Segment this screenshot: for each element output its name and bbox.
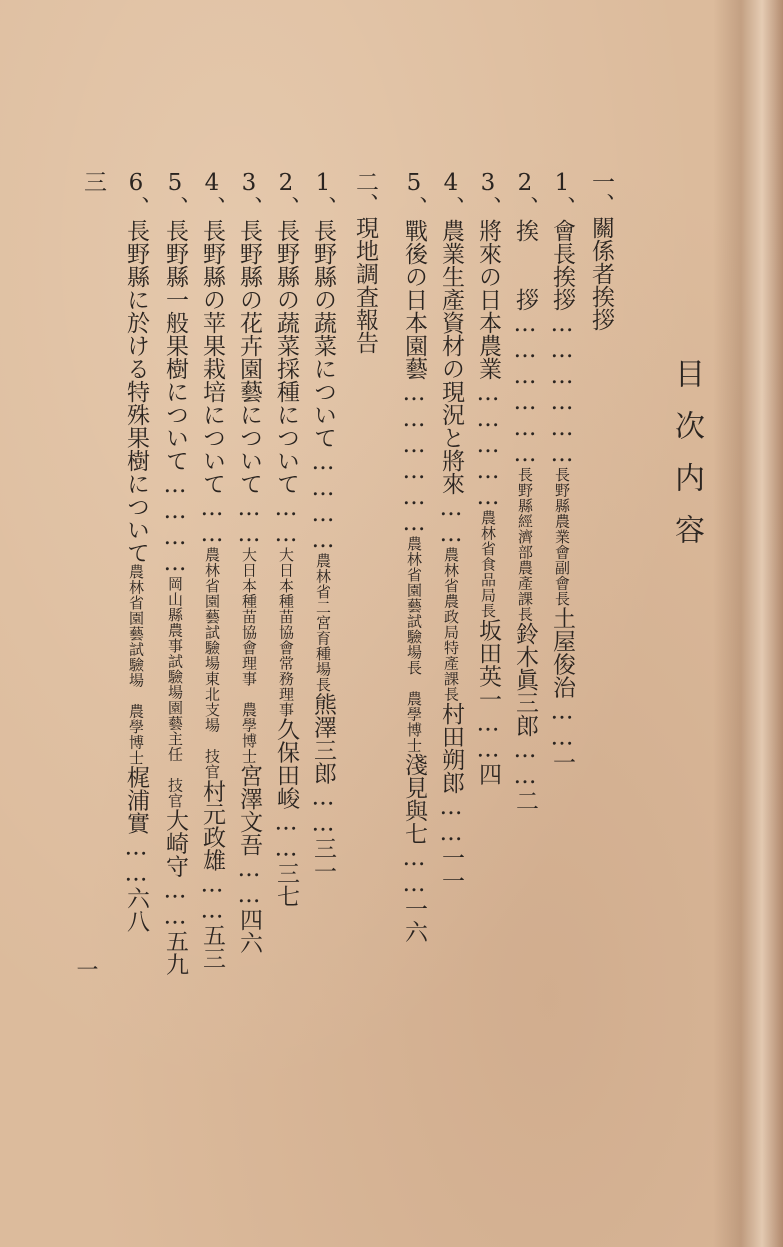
page-title: 目次内容 (669, 358, 704, 566)
entry-page: 四六 (236, 908, 262, 954)
toc-entry (308, 170, 338, 883)
entry-title: 農業生產資材の現況と將來…… (438, 219, 464, 547)
entry-author: 農林省農政局特產課長 (442, 547, 460, 702)
entry-title: 長野縣の蔬菜採種について…… (273, 219, 299, 547)
entry-number: 4、 (438, 170, 464, 219)
section3-heading: 三 (80, 170, 106, 193)
toc-entry (510, 170, 540, 812)
section2-heading: 二、現地調査報告 (352, 170, 378, 354)
entry-number: 4、 (199, 170, 225, 219)
entry-name: 宮澤文吾…… (236, 764, 262, 908)
entry-page: 三一 (310, 836, 336, 883)
entry-author: 長野縣經濟部農產課長 (516, 467, 534, 622)
toc-entry (399, 170, 429, 943)
toc-entry (473, 170, 503, 786)
entry-author: 農林省園藝試驗場東北支場 技官 (203, 547, 221, 780)
entry-name: 村元政雄…… (199, 779, 225, 924)
toc-entry (121, 170, 151, 933)
entry-number: 1、 (310, 170, 336, 219)
page-number: 一 (73, 958, 98, 980)
entry-page: 五三 (199, 923, 225, 970)
toc-entry (234, 170, 264, 954)
entry-page: 五九 (162, 929, 188, 976)
entry-number: 1、 (549, 170, 575, 219)
entry-title: 戰後の日本園藝……………… (401, 219, 427, 536)
entry-name: 鈴木眞三郎…… (512, 622, 538, 789)
entry-page: 一一 (438, 846, 464, 892)
entry-author: 大日本種苗協會常務理事 (277, 547, 295, 718)
entry-page: 一六 (401, 897, 427, 943)
entry-name: 熊澤三郎…… (310, 692, 336, 837)
page-edge (713, 0, 783, 1247)
entry-page: 二 (512, 789, 538, 812)
toc-entry (271, 170, 301, 908)
entry-page: 四 (475, 762, 501, 786)
entry-number: 3、 (475, 170, 501, 219)
entry-name: 淺見與七…… (401, 753, 427, 897)
entry-name: 坂田英一…… (475, 618, 501, 763)
entry-title: 長野縣の苹果栽培について…… (199, 219, 225, 547)
toc-entry (197, 170, 227, 970)
entry-name: 村田朔郎…… (438, 702, 464, 846)
toc-entry (436, 170, 466, 892)
entry-name: 久保田峻…… (273, 717, 299, 862)
entry-title: 將來の日本農業…………… (475, 219, 501, 510)
toc-entry (160, 170, 190, 976)
entry-author: 農林省食品局長 (479, 510, 497, 619)
entry-page: 一 (549, 750, 575, 774)
entry-name: 土屋俊治…… (549, 606, 575, 751)
section1-heading: 一、關係者挨拶 (588, 170, 614, 331)
entry-page: 六八 (123, 886, 149, 933)
entry-page: 三七 (273, 861, 299, 908)
entry-number: 5、 (162, 170, 188, 219)
toc-entry (547, 170, 577, 774)
entry-number: 5、 (401, 170, 427, 219)
entry-title: 長野縣の蔬菜について………… (310, 219, 336, 553)
entry-title: 長野縣の花卉園藝について…… (236, 219, 262, 547)
entry-title: 長野縣に於ける特殊果樹について (123, 219, 149, 564)
entry-number: 2、 (273, 170, 299, 219)
entry-number: 6、 (123, 170, 149, 219)
entry-author: 長野縣農業會副會長 (553, 467, 571, 607)
entry-author: 岡山縣農事試驗場園藝主任 技官 (166, 576, 184, 809)
entry-title: 會長挨拶……………… (549, 219, 575, 467)
entry-author: 大日本種苗協會理事 農學博士 (240, 547, 258, 764)
entry-name: 梶浦實…… (123, 765, 149, 887)
entry-author: 農林省二宮育種場長 (314, 553, 332, 693)
entry-title: 挨 拶……………… (512, 219, 538, 467)
entry-title: 長野縣一般果樹について………… (162, 219, 188, 576)
entry-number: 3、 (236, 170, 262, 219)
entry-author: 農林省園藝試驗場 農學博士 (127, 564, 145, 766)
entry-name: 大崎守…… (162, 808, 188, 930)
entry-author: 農林省園藝試驗場長 農學博士 (405, 536, 423, 753)
entry-number: 2、 (512, 170, 538, 219)
